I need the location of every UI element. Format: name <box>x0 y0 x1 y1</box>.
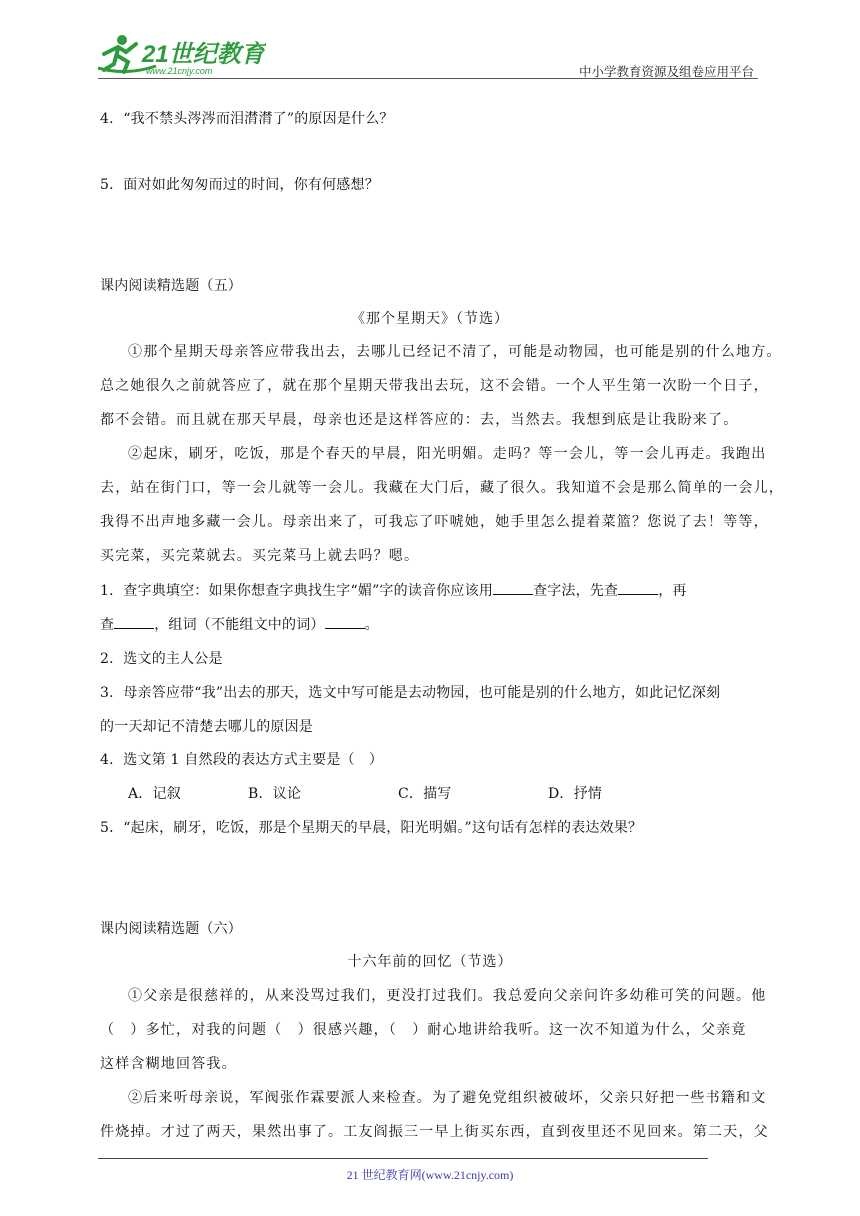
s5-p2-line-2: 去，站在街门口，等一会儿就等一会儿。我藏在大门后，藏了很久。我知道不会是那么简单的一会儿， <box>100 480 784 496</box>
q1-part-f: 。 <box>364 617 379 633</box>
q1-part-a: 1．查字典填空：如果你想查字典找生字“媚”字的读音你应该用 <box>100 583 494 599</box>
s4-question-4: 4．“我不禁头涔涔而泪潸潸了”的原因是什么？ <box>100 111 394 127</box>
section-6-heading: 课内阅读精选题（六） <box>100 921 242 937</box>
section-6-title: 十六年前的回忆（节选） <box>347 954 513 970</box>
q1-part-e: ，组词（不能组文中的词） <box>154 617 325 633</box>
s5-question-2: 2．选文的主人公是 <box>100 651 223 667</box>
option-a[interactable]: A．记叙 <box>128 786 181 802</box>
s5-question-5: 5．“起床，刷牙，吃饭，那是个星期天的早晨，阳光明媚。”这句话有怎样的表达效果？ <box>100 820 643 836</box>
s5-p1-line-3: 都不会错。而且就在那天早晨，母亲也还是这样答应的：去，当然去。我想到底是让我盼来了。 <box>100 412 739 428</box>
s5-question-1-cont <box>100 614 379 634</box>
s5-p1-line-1: ①那个星期天母亲答应带我出去，去哪儿已经记不清了，可能是动物园，也可能是别的什么地方。 <box>128 344 782 360</box>
option-c[interactable]: C．描写 <box>398 786 452 802</box>
answer-blank[interactable] <box>325 616 365 629</box>
option-d[interactable]: D．抒情 <box>548 786 603 802</box>
s6-p1-line-1: ①父亲是很慈祥的，从来没骂过我们，更没打过我们。我总爱向父亲问许多幼稚可笑的问题。他 <box>128 988 767 1004</box>
s5-p1-line-2: 总之她很久之前就答应了，就在那个星期天带我出去玩，这不会错。一个人平生第一次盼一个日子， <box>100 378 769 394</box>
s5-p2-line-4: 买完菜，买完菜就去。买完菜马上就去吗？嗯。 <box>100 548 420 564</box>
s6-p2-line-2: 件烧掉。才过了两天，果然出事了。工友阎振三一早上街买东西，直到夜里还不见回来。第二天，父 <box>100 1124 769 1140</box>
answer-blank[interactable] <box>114 616 154 629</box>
s4-question-5: 5．面对如此匆匆而过的时间，你有何感想？ <box>100 177 379 193</box>
runner-logo-icon <box>96 30 266 76</box>
s5-question-3-line-1: 3．母亲答应带“我”出去的那天，选文中写可能是去动物园，也可能是别的什么地方，如此记忆深刻 <box>100 685 721 701</box>
s5-question-3-line-2: 的一天却记不清楚去哪儿的原因是 <box>100 719 313 735</box>
answer-blank[interactable] <box>618 582 658 595</box>
s5-question-4: 4．选文第 1 自然段的表达方式主要是（ ） <box>100 752 384 768</box>
site-logo <box>96 30 266 76</box>
s5-question-1 <box>100 580 687 600</box>
section-5-heading: 课内阅读精选题（五） <box>100 278 242 294</box>
q1-part-c: ，再 <box>658 583 687 599</box>
s6-p1-line-3: 这样含糊地回答我。 <box>100 1056 237 1072</box>
footer-link[interactable]: 21 世纪教育网(www.21cnjy.com) <box>346 1168 514 1182</box>
option-b[interactable]: B．议论 <box>248 786 302 802</box>
s6-p2-line-1: ②后来听母亲说，军阀张作霖要派人来检查。为了避免党组织被破坏，父亲只好把一些书籍和文 <box>128 1090 767 1106</box>
footer-divider <box>98 1158 708 1159</box>
header-divider <box>98 78 758 79</box>
logo-text: 21世纪教育 <box>142 41 265 68</box>
s6-p1-line-2: （ ）多忙，对我的问题（ ）很感兴趣，（ ）耐心地讲给我听。这一次不知道为什么，父亲竟 <box>100 1022 747 1038</box>
s5-p2-line-3: 我得不出声地多藏一会儿。母亲出来了，可我忘了吓唬她，她手里怎么提着菜篮？您说了去！等等， <box>100 514 769 530</box>
section-5-title: 《那个星期天》（节选） <box>351 311 509 327</box>
answer-blank[interactable] <box>493 582 533 595</box>
q1-part-d: 查 <box>100 617 115 633</box>
logo-url: www.21cnjy.com <box>146 66 213 76</box>
platform-name: 中小学教育资源及组卷应用平台 <box>578 64 754 79</box>
s5-p2-line-1: ②起床，刷牙，吃饭，那是个春天的早晨，阳光明媚。走吗？等一会儿，等一会儿再走。我跑出 <box>128 446 767 462</box>
q1-part-b: 查字法，先查 <box>533 583 619 599</box>
